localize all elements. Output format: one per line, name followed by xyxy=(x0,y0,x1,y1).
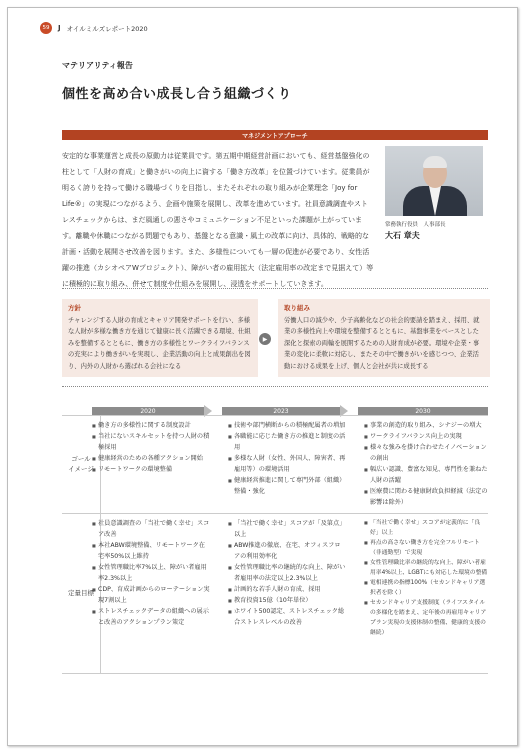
executive-role: 常務執行役員 人事部長 xyxy=(385,222,446,228)
list-item: ■ 各職能に応じた働き方の推進と制度の活用 xyxy=(228,431,346,453)
quant-row-label-text: 定量目標 xyxy=(68,589,94,597)
policy-box xyxy=(62,299,258,377)
year-2023: 2023 xyxy=(222,407,340,415)
table-line xyxy=(62,415,488,416)
executive-name: 大石 章夫 xyxy=(385,231,420,240)
divider xyxy=(62,386,488,387)
list-item: ■ 働き方の多様性に関する制度設計 xyxy=(92,420,210,431)
list-item: ■ 社員意識調査の「当社で働く幸せ」スコア改善 xyxy=(92,518,210,540)
management-approach-bar: マネジメントアプローチ xyxy=(62,130,488,140)
publication-title: オイルミルズレポート2020 xyxy=(66,24,148,33)
list-item: ■ 事業の創造的取り組み、シナジーの増大 xyxy=(364,420,488,431)
goal-2020-cell xyxy=(92,420,210,475)
executive-caption xyxy=(385,220,495,241)
list-item: ■ 教育投資15億（10年単位） xyxy=(228,595,346,606)
list-item: ■ 多様な人財（女性、外国人、障害者、再雇用等）の環境活用 xyxy=(228,453,346,475)
list-item: ■ 様々な強みを掛け合わせたイノベーションの創出 xyxy=(364,442,488,464)
list-item: ■ 女性管理職比率7%以上、障がい者雇用率2.3%以上 xyxy=(92,562,210,584)
list-item: ■ 計画的な若手人財の育成、採用 xyxy=(228,584,346,595)
list-item: ■ 医療費に関わる健康財政負担軽減（法定の影響は除外） xyxy=(364,486,488,508)
quant-2030-cell xyxy=(364,518,488,638)
list-item: ■ 女性管理職比率の継続的な向上、障がい者雇用率の法定以上2.3%以上 xyxy=(228,562,346,584)
table-line xyxy=(62,673,488,674)
goal-2023-cell xyxy=(228,420,346,497)
hair-shape xyxy=(423,156,447,168)
arrow-right-icon: ▶ xyxy=(259,333,271,345)
list-item: ■ 女性管理職比率の継続的な向上、障がい者雇用率4%以上、LGBTにも対応した環境の整備 xyxy=(364,558,488,578)
list-item: ■ 「当社で働く幸せ」スコアが「及第点」以上 xyxy=(228,518,346,540)
efforts-text: 労働人口の減少や、少子高齢化などの社会的要請を踏まえ、採用、就業の多様性向上や環境を整備するとともに、基盤事業をベースとした深化と探索の両輪を展開するための人財育成が必要。環境や企業・事業の変化に柔軟に対応し、またその中で働きがいを感じつつ、企業活動における成果を上げ、個人と会社が共に成長する xyxy=(284,317,480,370)
list-item: ■ CDP、育成計画からのローテーション実現7割以上 xyxy=(92,584,210,606)
year-2020: 2020 xyxy=(92,407,204,415)
list-item: ■ 電相連携の指標100%（セカンドキャリア選択者を除く） xyxy=(364,578,488,598)
policy-text: チャレンジする人財の育成とキャリア開発サポートを行い、多様な人財が多様な働き方を通じて健康に長く活躍できる環境、仕組みを整備するとともに、働き方の多様性とワークライフバランスの充実により働きがいを実現し、企業活動の向上と成果創出を図り、内外の人財から選ばれる会社になる xyxy=(68,317,251,370)
goal-row-label-text: ゴール イメージ xyxy=(68,455,94,473)
list-item: ■ 本社ABW環境整備、リモートワーク在宅率50%以上維持 xyxy=(92,540,210,562)
list-item: ■ ワークライフバランス向上の実現 xyxy=(364,431,488,442)
list-item: ■ ホワイト500認定、ストレスチェック総合ストレスレベルの改善 xyxy=(228,606,346,628)
executive-photo xyxy=(385,146,483,216)
intro-text: 安定的な事業運営と成長の原動力は従業員です。第五期中期経営計画においても、経営基盤強化の柱として「人財の育成」と働きがいの向上に資する「働き方改革」を位置づけています。従業員が明るく誇りを持って働ける職場づくりを目指し、またそれぞれの取り組みが企業理念「Joy for Life®」の実現につながるよう、企画や施策を展開し、改革を進めています。社員意識調査やストレスチェックからは、まだ風通しの悪さやコミュニケーション不足といった課題が上がっています。離職や休職につながる問題でもあり、基盤となる意識・風土の改革に向け、具体的、戦略的な計画・活動を展開させ改善を図ります。また、多様性についても一層の促進が必要であり、女性活躍の推進（カシオペアWプロジェクト）、障がい者の雇用拡大（法定雇用率の改定まで見据えて）等に積極的に取り組み、併せて制度や仕組みを展開し、浸透をサポートしていきます。 xyxy=(62,152,374,288)
list-item: ■ 健康経営のための各種アクション開始 xyxy=(92,453,210,464)
list-item: ■ ストレスチェックデータの組織への展示と改善のアクションプラン策定 xyxy=(92,606,210,628)
quant-2020-cell xyxy=(92,518,210,628)
list-item: ■ 当社にないスキルセットを持つ人財の積極採用 xyxy=(92,431,210,453)
table-line xyxy=(62,513,488,514)
divider xyxy=(62,288,488,289)
logo-icon: J xyxy=(58,24,61,32)
page-title: 個性を高め合い成長し合う組織づくり xyxy=(62,87,292,102)
list-item: ■ リモートワークの環境整備 xyxy=(92,464,210,475)
list-item: ■ 再点の高さない働き方を完全フルリモート（非通勤型）で実現 xyxy=(364,538,488,558)
list-item: ■ 「当社で働く幸せ」スコアが定義的に「良好」以上 xyxy=(364,518,488,538)
section-label: マテリアリティ報告 xyxy=(62,61,133,70)
list-item: ■ ABW推進の徹底、在宅、オフィスフロアの利用効率化 xyxy=(228,540,346,562)
year-2030: 2030 xyxy=(358,407,488,415)
quant-2023-cell xyxy=(228,518,346,628)
list-item: ■ 健康経営推進に関して専門外部（組織）整備・強化 xyxy=(228,475,346,497)
list-item: ■ セカンドキャリア支援制度（ライフスタイルの多様化を踏まえ、定年後の再雇用キャリアプラン実現の支援体制の整備、健康的支援の継続） xyxy=(364,598,488,638)
efforts-label: 取り組み xyxy=(284,304,310,312)
policy-label: 方針 xyxy=(68,304,81,312)
list-item: ■ 幅広い認識、豊富な知見、専門性を兼ねた人財の活躍 xyxy=(364,464,488,486)
page-number: 59 xyxy=(40,22,52,34)
efforts-box xyxy=(278,299,490,377)
goal-2030-cell xyxy=(364,420,488,508)
page-header xyxy=(40,22,148,34)
list-item: ■ 技術や部門横断からの積極配属者の増加 xyxy=(228,420,346,431)
